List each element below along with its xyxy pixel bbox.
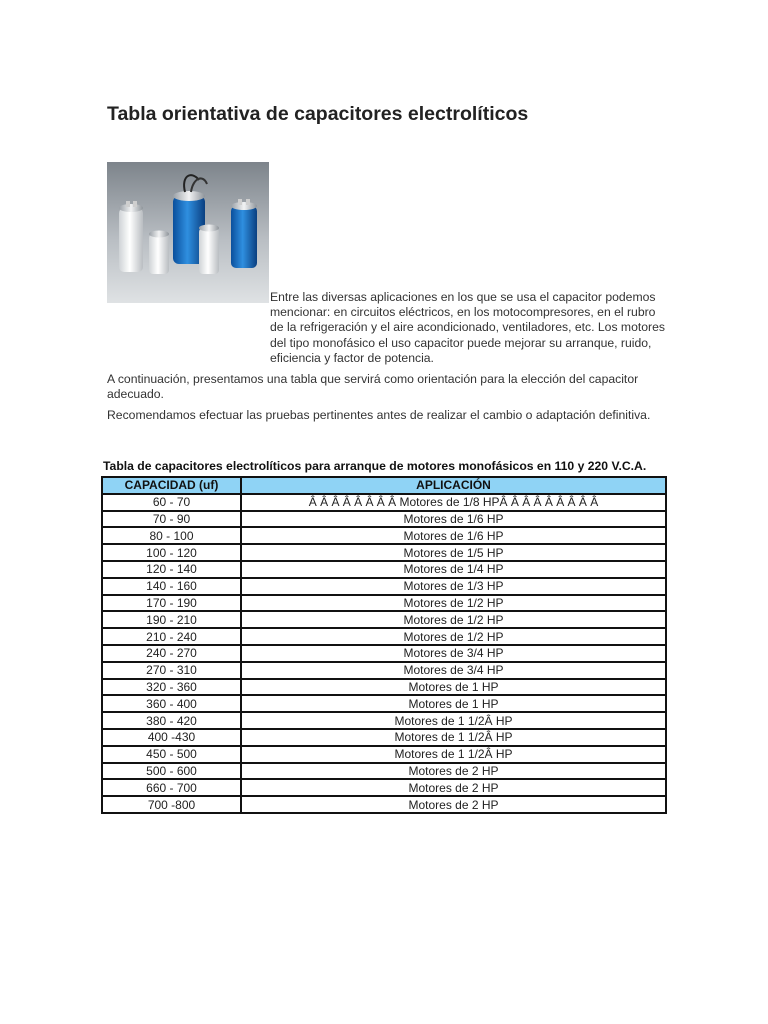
table-body: [102, 494, 666, 813]
application-cell: Motores de 1 1/2Â HP: [241, 729, 666, 746]
capacitor-table: [101, 476, 667, 814]
intro-paragraph-3: Recomendamos efectuar las pruebas pertinentes antes de realizar el cambio o adaptación definitiva.: [107, 408, 651, 423]
application-cell: Motores de 3/4 HP: [241, 645, 666, 662]
table-row: [102, 796, 666, 813]
capacity-cell: 360 - 400: [102, 695, 241, 712]
capacity-cell: 450 - 500: [102, 746, 241, 763]
table-row: [102, 662, 666, 679]
application-cell: Motores de 1/6 HP: [241, 527, 666, 544]
capacity-cell: 120 - 140: [102, 561, 241, 578]
application-cell: Motores de 1/5 HP: [241, 544, 666, 561]
capacity-cell: 660 - 700: [102, 779, 241, 796]
capacity-cell: 60 - 70: [102, 494, 241, 511]
capacity-cell: 500 - 600: [102, 763, 241, 780]
capacitors-photo: [107, 162, 269, 303]
application-cell: Motores de 1/6 HP: [241, 511, 666, 528]
table-row: [102, 779, 666, 796]
table-row: [102, 763, 666, 780]
table-row: [102, 544, 666, 561]
header-capacidad: CAPACIDAD (uf): [102, 477, 241, 494]
capacity-cell: 190 - 210: [102, 611, 241, 628]
application-cell: Motores de 3/4 HP: [241, 662, 666, 679]
application-cell: Motores de 1/4 HP: [241, 561, 666, 578]
table-row: [102, 578, 666, 595]
capacity-cell: 320 - 360: [102, 679, 241, 696]
intro-text: [107, 290, 667, 430]
capacity-cell: 270 - 310: [102, 662, 241, 679]
table-row: [102, 527, 666, 544]
table-row: [102, 679, 666, 696]
application-cell: Motores de 1 1/2Â HP: [241, 712, 666, 729]
capacity-cell: 240 - 270: [102, 645, 241, 662]
application-cell: Motores de 2 HP: [241, 779, 666, 796]
page-title: Tabla orientativa de capacitores electrolíticos: [107, 103, 529, 125]
capacity-cell: 210 - 240: [102, 628, 241, 645]
table-row: [102, 712, 666, 729]
capacity-cell: 400 -430: [102, 729, 241, 746]
table-row: [102, 645, 666, 662]
capacity-cell: 380 - 420: [102, 712, 241, 729]
table-row: [102, 511, 666, 528]
application-cell: Motores de 1/2 HP: [241, 628, 666, 645]
header-aplicacion: APLICACIÓN: [241, 477, 666, 494]
table-row: [102, 729, 666, 746]
application-cell: Motores de 1 HP: [241, 679, 666, 696]
capacity-cell: 140 - 160: [102, 578, 241, 595]
application-cell: Motores de 2 HP: [241, 763, 666, 780]
intro-paragraph-2: A continuación, presentamos una tabla que servirá como orientación para la elección del capacitor adecuado.: [107, 372, 639, 402]
application-cell: Motores de 1/3 HP: [241, 578, 666, 595]
application-cell: Motores de 2 HP: [241, 796, 666, 813]
table-row: [102, 595, 666, 612]
table-row: [102, 561, 666, 578]
application-cell: Motores de 1/2 HP: [241, 595, 666, 612]
table-caption: Tabla de capacitores electrolíticos para arranque de motores monofásicos en 110 y 220 V.C.A.: [103, 459, 647, 473]
capacity-cell: 700 -800: [102, 796, 241, 813]
table-row: [102, 695, 666, 712]
application-cell: Motores de 1 HP: [241, 695, 666, 712]
table-row: [102, 494, 666, 511]
table-row: [102, 611, 666, 628]
intro-paragraph-1: Entre las diversas aplicaciones en los que se usa el capacitor podemos mencionar: en circuitos eléctricos, en los motocompresores, en el rubro de la refrigeración y el aire acondicionado, ventiladores, etc. Los motores del tipo monofásico el uso capacitor puede mejorar su arranque, ruido, eficiencia y factor de potencia.: [270, 290, 665, 365]
capacity-cell: 170 - 190: [102, 595, 241, 612]
application-cell: Motores de 1/2 HP: [241, 611, 666, 628]
table-header-row: [102, 477, 666, 494]
table-row: [102, 628, 666, 645]
table-row: [102, 746, 666, 763]
capacity-cell: 70 - 90: [102, 511, 241, 528]
application-cell: Motores de 1 1/2Â HP: [241, 746, 666, 763]
capacity-cell: 100 - 120: [102, 544, 241, 561]
capacity-cell: 80 - 100: [102, 527, 241, 544]
application-cell: Â Â Â Â Â Â Â Â Motores de 1/8 HPÂ Â Â Â Â Â Â Â Â: [241, 494, 666, 511]
